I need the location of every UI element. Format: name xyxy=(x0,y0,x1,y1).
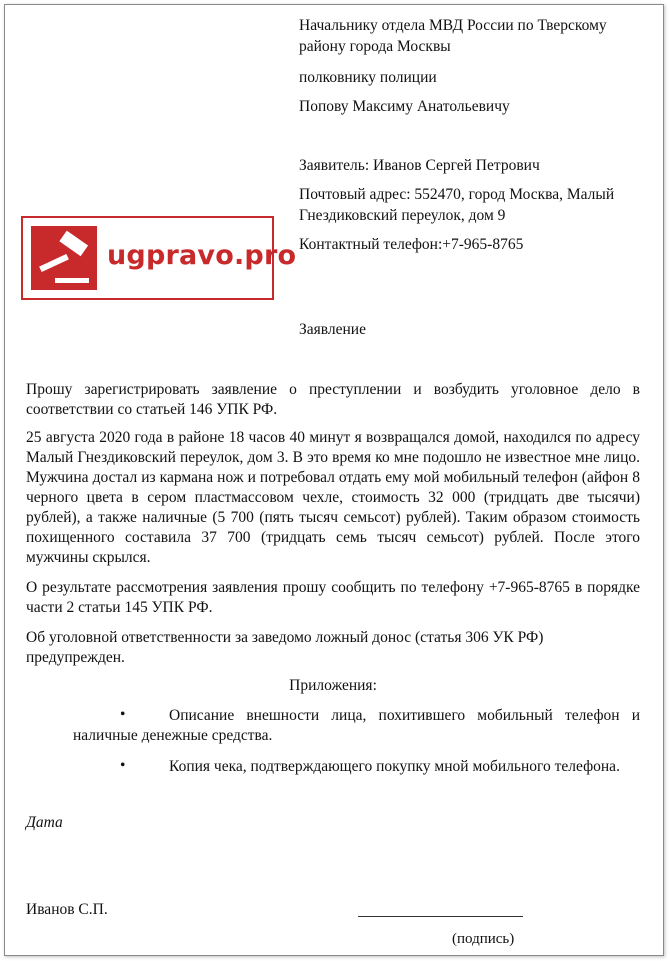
paragraph-notify: О результате рассмотрения заявления прошу сообщить по телефону +7-965-8765 в порядке части 2 статьи 145 УПК РФ. xyxy=(26,579,640,616)
gavel-icon xyxy=(31,226,97,290)
contact-phone: Контактный телефон:+7-965-8765 xyxy=(299,236,524,253)
addressee-rank: полковнику полиции xyxy=(299,69,437,86)
logo xyxy=(21,216,297,300)
bullet-marker: • xyxy=(120,706,126,723)
document-title: Заявление xyxy=(299,321,366,338)
date-label: Дата xyxy=(26,814,63,831)
signer-name: Иванов С.П. xyxy=(26,901,108,918)
postal-address: Почтовый адрес: 552470, город Москва, Малый Гнездиковский переулок, дом 9 xyxy=(299,186,615,224)
paragraph-incident: 25 августа 2020 года в районе 18 часов 40 минут я возвращался домой, находился по адресу Малый Гнездиковский переулок, дом 3. В это время ко мне подошло не известное мне лицо. Мужчина достал из кармана нож и потребовал отдать ему мой мобильный телефон (айфон 8 черного цвета в сером пластмассовом чехле, стоимость 32 000 (тридцать две тысячи) рублей), а также наличные (5 700 (пять тысяч семьсот) рублей). Таким образом стоимость похищенного составила 37 700 (тридцать семь тысяч семьсот) рублей. После этого мужчины скрылся. xyxy=(26,429,640,566)
attachment-item: Описание внешности лица, похитившего мобильный телефон и наличные денежные средства. xyxy=(73,707,640,744)
attachment-item: Копия чека, подтверждающего покупку мной мобильного телефона. xyxy=(169,758,620,775)
addressee-name: Попову Максиму Анатольевичу xyxy=(299,98,510,115)
applicant-line: Заявитель: Иванов Сергей Петрович xyxy=(299,157,540,174)
signature-line xyxy=(358,916,523,917)
logo-text: ugpravo.pro xyxy=(107,240,297,271)
paragraph-request: Прошу зарегистрировать заявление о преступлении и возбудить уголовное дело в соответствии со статьей 146 УПК РФ. xyxy=(26,381,640,418)
signature-caption: (подпись) xyxy=(452,931,515,947)
attachments-heading: Приложения: xyxy=(289,677,377,694)
bullet-marker: • xyxy=(120,757,126,774)
paragraph-warning: Об уголовной ответственности за заведомо ложный донос (статья 306 УК РФ) предупрежден. xyxy=(26,629,544,666)
addressee-line1: Начальнику отдела МВД России по Тверскому району города Москвы xyxy=(299,17,607,55)
